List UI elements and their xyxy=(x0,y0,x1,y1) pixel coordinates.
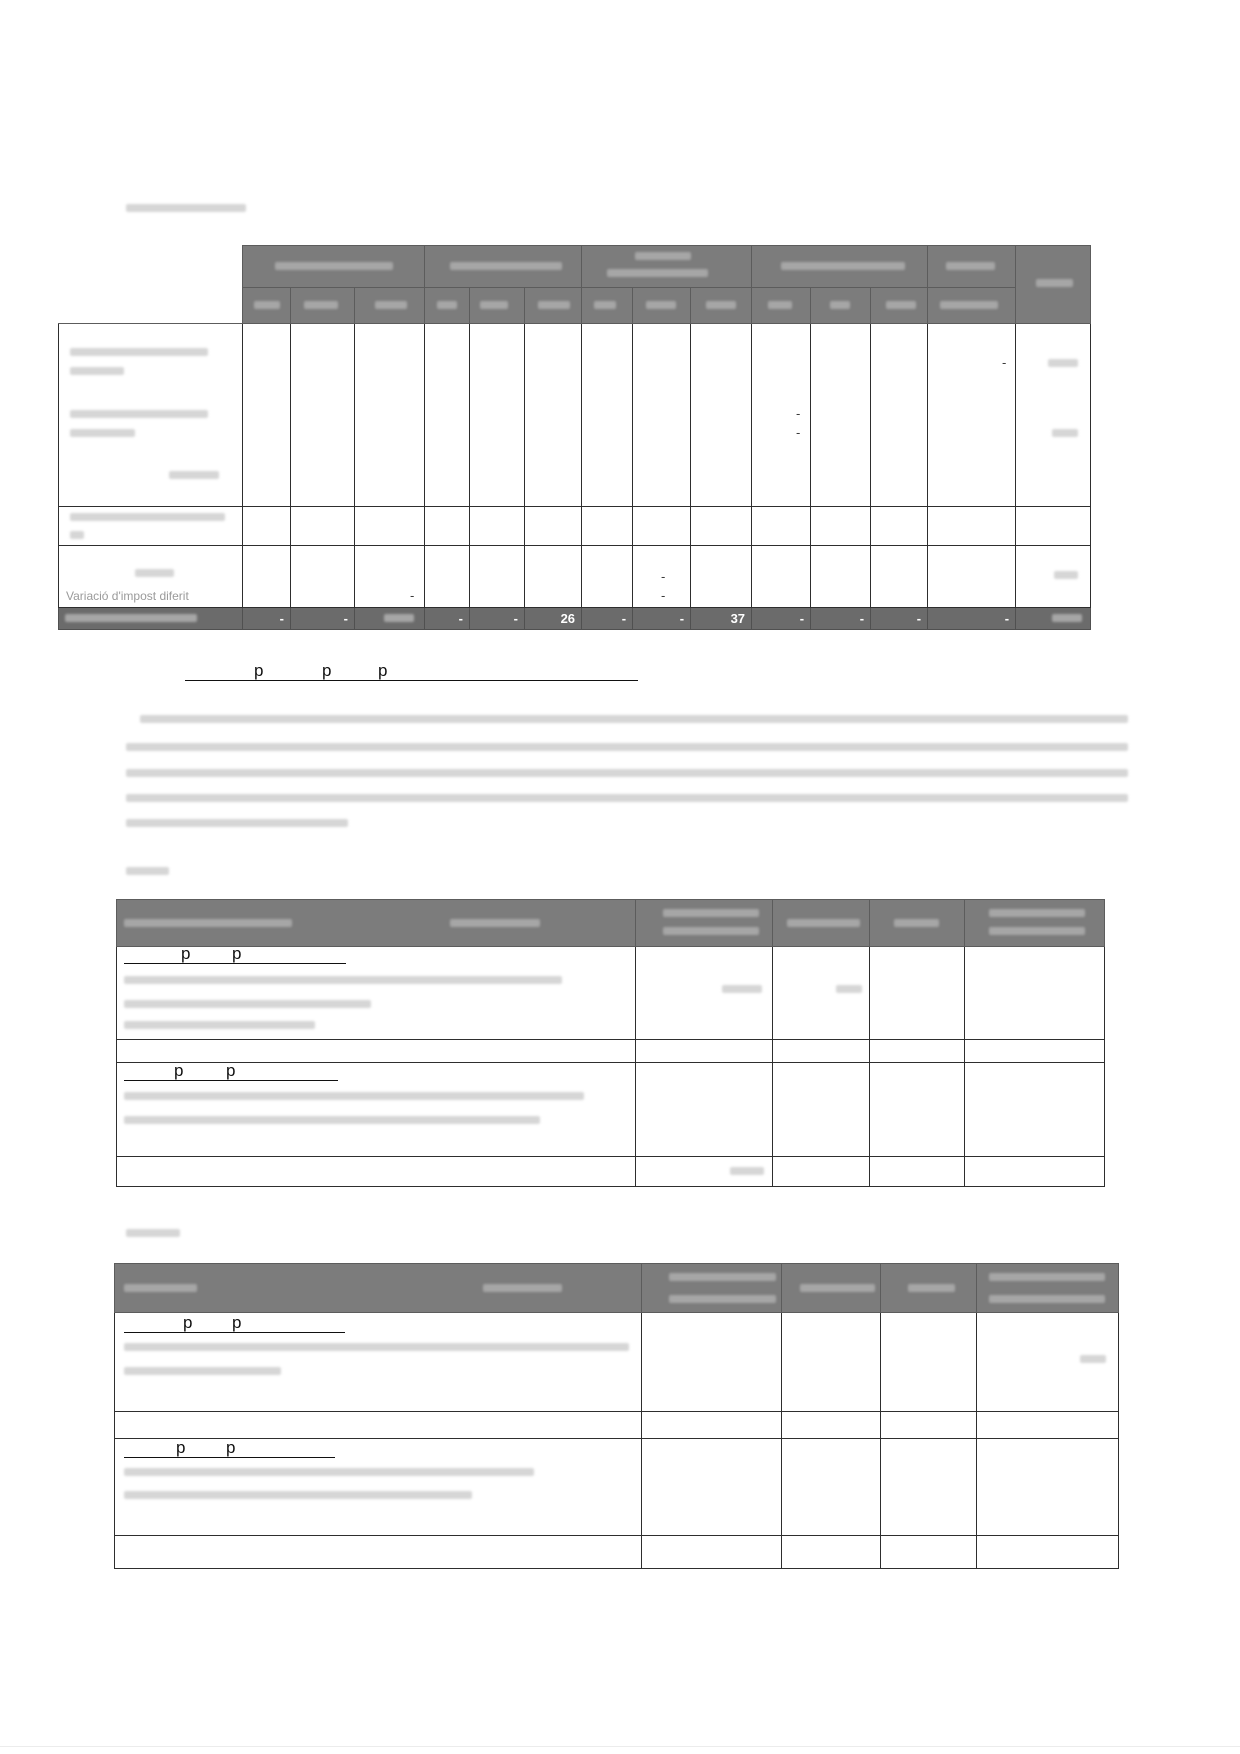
total-cell: - xyxy=(425,608,470,630)
table-row xyxy=(115,1439,1119,1536)
faded-text xyxy=(483,1284,562,1292)
faded-text xyxy=(254,301,280,309)
faded-text xyxy=(730,1167,764,1175)
faded-text xyxy=(126,769,1128,777)
faded-text xyxy=(140,715,1128,723)
faded-text xyxy=(594,301,616,309)
faded-text xyxy=(375,301,407,309)
faded-text xyxy=(646,301,676,309)
faded-text xyxy=(1052,429,1078,437)
total-cell: - xyxy=(871,608,928,630)
table-row xyxy=(117,1040,1105,1063)
faded-text xyxy=(989,927,1085,935)
cell-value: - xyxy=(661,569,666,584)
faded-text xyxy=(1036,279,1073,287)
total-cell: - xyxy=(928,608,1016,630)
cell-value: - xyxy=(796,425,801,440)
faded-text xyxy=(437,301,457,309)
heading-letter: p xyxy=(226,1061,236,1080)
faded-text xyxy=(830,301,850,309)
faded-text xyxy=(607,269,708,277)
faded-text xyxy=(635,252,691,260)
total-cell: - xyxy=(243,608,291,630)
movements-table-2 xyxy=(114,1263,1119,1569)
faded-text xyxy=(384,614,414,622)
page-bottom-rule xyxy=(0,1746,1240,1747)
table-row xyxy=(59,546,1091,608)
faded-text xyxy=(70,410,208,418)
total-cell: - xyxy=(291,608,355,630)
row-heading-underline xyxy=(124,1332,345,1333)
faded-text xyxy=(1048,359,1078,367)
row-heading-underline xyxy=(124,1457,335,1458)
total-cell: - xyxy=(582,608,633,630)
heading-underline xyxy=(185,680,638,681)
faded-text xyxy=(538,301,570,309)
faded-text xyxy=(669,1273,776,1281)
faded-text xyxy=(124,1000,371,1008)
faded-text xyxy=(722,985,762,993)
total-row xyxy=(59,608,1091,630)
faded-text xyxy=(989,1273,1105,1281)
faded-text xyxy=(304,301,338,309)
faded-text xyxy=(663,909,759,917)
faded-text xyxy=(124,1021,315,1029)
heading-letter: p xyxy=(322,661,332,680)
heading-letter: p xyxy=(232,1313,242,1332)
faded-text xyxy=(124,976,562,984)
faded-text xyxy=(126,204,246,212)
faded-text xyxy=(800,1284,875,1292)
faded-text xyxy=(768,301,792,309)
table-row xyxy=(117,1157,1105,1187)
faded-text xyxy=(135,569,174,577)
faded-text xyxy=(275,262,393,270)
heading-letter: p xyxy=(378,661,388,680)
faded-text xyxy=(126,867,169,875)
heading-letter: p xyxy=(176,1438,186,1457)
faded-text xyxy=(124,1116,540,1124)
movements-table-1 xyxy=(116,899,1105,1187)
table-row xyxy=(115,1313,1119,1412)
deferred-tax-table xyxy=(58,245,1091,630)
heading-letter: p xyxy=(181,944,191,963)
total-cell: - xyxy=(811,608,871,630)
faded-text xyxy=(894,919,939,927)
faded-text xyxy=(124,1284,197,1292)
cell-value: - xyxy=(1002,355,1007,370)
row-heading-underline xyxy=(124,1080,338,1081)
total-cell: 37 xyxy=(691,608,752,630)
total-cell: - xyxy=(633,608,691,630)
faded-text xyxy=(886,301,916,309)
faded-text xyxy=(480,301,508,309)
faded-text xyxy=(70,367,124,375)
row-heading-underline xyxy=(124,963,346,964)
cell-value: - xyxy=(796,406,801,421)
table-header-row xyxy=(59,246,1091,288)
faded-text xyxy=(126,819,348,827)
faded-text xyxy=(989,1295,1105,1303)
heading-letter: p xyxy=(226,1438,236,1457)
faded-text xyxy=(126,794,1128,802)
total-cell: - xyxy=(752,608,811,630)
faded-text xyxy=(124,1367,281,1375)
heading-letter: p xyxy=(254,661,264,680)
total-cell: - xyxy=(470,608,525,630)
faded-text xyxy=(781,262,905,270)
faded-text xyxy=(169,471,219,479)
faded-text xyxy=(663,927,759,935)
faded-text xyxy=(450,919,540,927)
header-blank-cell xyxy=(59,246,243,324)
table-row xyxy=(115,1412,1119,1439)
heading-letter: p xyxy=(232,944,242,963)
faded-text xyxy=(124,1468,534,1476)
table-row xyxy=(59,324,1091,507)
table-row xyxy=(117,1063,1105,1157)
faded-text xyxy=(989,909,1085,917)
faded-text xyxy=(124,919,292,927)
total-cell: 26 xyxy=(525,608,582,630)
faded-text xyxy=(1080,1355,1106,1363)
heading-letter: p xyxy=(174,1061,184,1080)
faded-text xyxy=(908,1284,955,1292)
faded-text xyxy=(450,262,562,270)
faded-text xyxy=(946,262,995,270)
faded-text xyxy=(70,348,208,356)
faded-text xyxy=(70,531,84,539)
faded-text xyxy=(126,1229,180,1237)
row-label: Variació d'impost diferit xyxy=(66,589,189,603)
faded-text xyxy=(836,985,862,993)
faded-text xyxy=(787,919,860,927)
cell-value: - xyxy=(661,588,666,603)
faded-text xyxy=(669,1295,776,1303)
faded-text xyxy=(706,301,736,309)
faded-text xyxy=(70,429,135,437)
faded-text xyxy=(1054,571,1078,579)
faded-text xyxy=(124,1491,472,1499)
table-header-row xyxy=(115,1264,1119,1313)
faded-text xyxy=(126,743,1128,751)
faded-text xyxy=(65,614,197,622)
cell-value: - xyxy=(410,588,415,603)
faded-text xyxy=(940,301,998,309)
faded-text xyxy=(1052,614,1082,622)
heading-letter: p xyxy=(183,1313,193,1332)
faded-text xyxy=(124,1092,584,1100)
faded-text xyxy=(124,1343,629,1351)
table-row xyxy=(115,1536,1119,1569)
faded-text xyxy=(70,513,225,521)
